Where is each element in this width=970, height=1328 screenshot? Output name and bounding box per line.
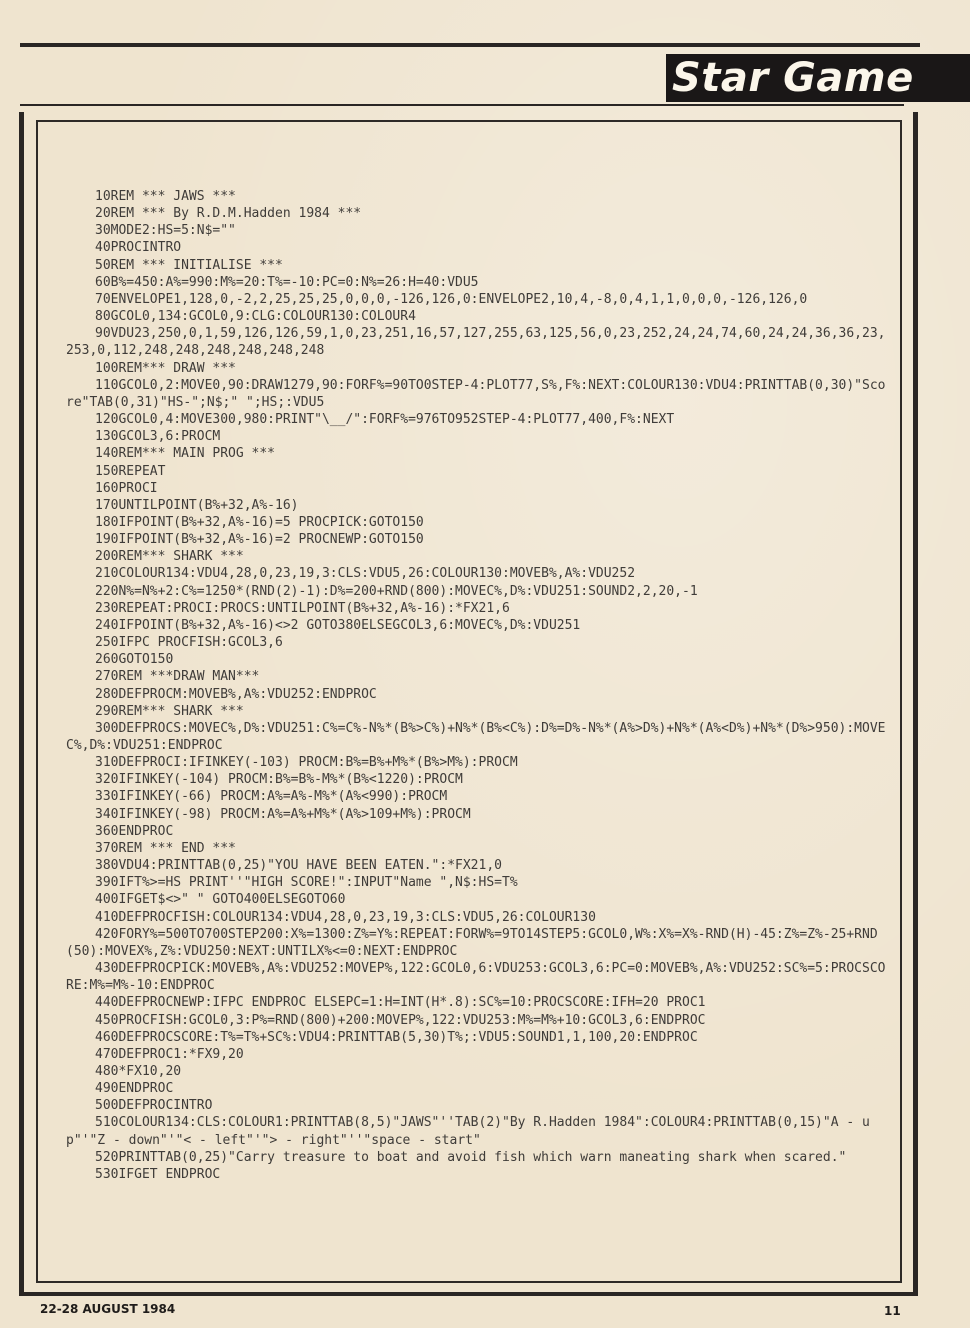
program-line: 170UNTILPOINT(B%+32,A%-16)	[95, 497, 299, 513]
program-line: 510COLOUR134:CLS:COLOUR1:PRINTTAB(8,5)"JAWS"''TAB(2)"By R.Hadden 1984":COLOUR4:PRINTTAB(0,15)"A - up"'"Z - down"'"< - left"'"> - right"''"space - start"	[66, 1115, 870, 1148]
program-line: 440DEFPROCNEWP:IFPC ENDPROC ELSEPC=1:H=INT(H*.8):SC%=10:PROCSCORE:IFH=20 PROC1	[95, 995, 706, 1011]
program-line: 200REM*** SHARK ***	[95, 549, 244, 565]
program-line: 530IFGET ENDPROC	[95, 1166, 221, 1182]
program-line: 110GCOL0,2:MOVE0,90:DRAW1279,90:FORF%=90TO0STEP-4:PLOT77,S%,F%:NEXT:COLOUR130:VDU4:PRINTTAB(0,30)"Score"TAB(0,31)"HS-";N$;" ";HS;:VDU5	[66, 377, 886, 410]
frame-left-border	[19, 112, 24, 1296]
program-line: 290REM*** SHARK ***	[95, 703, 244, 719]
program-line: 450PROCFISH:GCOL0,3:P%=RND(800)+200:MOVEP%,122:VDU253:M%=M%+10:GCOL3,6:ENDPROC	[95, 1012, 706, 1028]
program-line: 90VDU23,250,0,1,59,126,126,59,1,0,23,251,16,57,127,255,63,125,56,0,23,252,24,24,74,60,24,24,36,36,23,253,0,112,248,248,248,248,248,248	[66, 326, 886, 359]
program-line: 100REM*** DRAW ***	[95, 360, 236, 376]
program-line: 180IFPOINT(B%+32,A%-16)=5 PROCPICK:GOTO150	[95, 514, 424, 530]
program-line: 320IFINKEY(-104) PROCM:B%=B%-M%*(B%<1220):PROCM	[95, 772, 463, 788]
issue-date: 22-28 AUGUST 1984	[40, 1302, 176, 1316]
program-line: 490ENDPROC	[95, 1081, 174, 1097]
program-line: 370REM *** END ***	[95, 840, 236, 856]
program-line: 480*FX10,20	[95, 1063, 182, 1079]
program-line: 130GCOL3,6:PROCM	[95, 429, 221, 445]
frame-bottom-border	[19, 1292, 918, 1296]
program-line: 410DEFPROCFISH:COLOUR134:VDU4,28,0,23,19,3:CLS:VDU5,26:COLOUR130	[95, 909, 596, 925]
program-line: 160PROCI	[95, 480, 158, 496]
program-line: 360ENDPROC	[95, 823, 174, 839]
program-line: 250IFPC PROCFISH:GCOL3,6	[95, 635, 283, 651]
program-line: 30MODE2:HS=5:N$=""	[95, 223, 236, 239]
program-line: 340IFINKEY(-98) PROCM:A%=A%+M%*(A%>109+M%):PROCM	[95, 806, 471, 822]
program-line: 260GOTO150	[95, 652, 174, 668]
program-line: 190IFPOINT(B%+32,A%-16)=2 PROCNEWP:GOTO150	[95, 532, 424, 548]
program-line: 140REM*** MAIN PROG ***	[95, 446, 276, 462]
program-line: 460DEFPROCSCORE:T%=T%+SC%:VDU4:PRINTTAB(5,30)T%;:VDU5:SOUND1,1,100,20:ENDPROC	[95, 1029, 698, 1045]
banner-rule	[20, 104, 904, 106]
program-line: 80GCOL0,134:GCOL0,9:CLG:COLOUR130:COLOUR4	[95, 309, 416, 325]
program-listing	[66, 188, 892, 1183]
program-line: 60B%=450:A%=990:M%=20:T%=-10:PC=0:N%=26:H=40:VDU5	[95, 274, 479, 290]
program-line: 210COLOUR134:VDU4,28,0,23,19,3:CLS:VDU5,26:COLOUR130:MOVEB%,A%:VDU252	[95, 566, 636, 582]
program-line: 280DEFPROCM:MOVEB%,A%:VDU252:ENDPROC	[95, 686, 377, 702]
program-line: 220N%=N%+2:C%=1250*(RND(2)-1):D%=200+RND(800):MOVEC%,D%:VDU251:SOUND2,2,20,-1	[95, 583, 698, 599]
program-line: 310DEFPROCI:IFINKEY(-103) PROCM:B%=B%+M%*(B%>M%):PROCM	[95, 755, 518, 771]
program-line: 50REM *** INITIALISE ***	[95, 257, 283, 273]
program-line: 330IFINKEY(-66) PROCM:A%=A%-M%*(A%<990):PROCM	[95, 789, 448, 805]
frame-right-border	[913, 112, 918, 1296]
program-line: 40PROCINTRO	[95, 240, 182, 256]
program-line: 430DEFPROCPICK:MOVEB%,A%:VDU252:MOVEP%,122:GCOL0,6:VDU253:GCOL3,6:PC=0:MOVEB%,A%:VDU252:SC%=5:PROCSCORE:M%=M%-10:ENDPROC	[66, 961, 886, 994]
program-line: 420FORY%=500TO700STEP200:X%=1300:Z%=Y%:REPEAT:FORW%=9TO14STEP5:GCOL0,W%:X%=X%-RND(H)-45:Z%=Z%-25+RND(50):MOVEX%,Z%:VDU250:NEXT:UNTILX%<=0:NEXT:ENDPROC	[66, 926, 878, 959]
program-line: 70ENVELOPE1,128,0,-2,2,25,25,25,0,0,0,-126,126,0:ENVELOPE2,10,4,-8,0,4,1,1,0,0,0,-126,126,0	[95, 291, 808, 307]
program-line: 500DEFPROCINTRO	[95, 1098, 213, 1114]
program-line: 400IFGET$<>" " GOTO400ELSEGOTO60	[95, 892, 346, 908]
program-line: 120GCOL0,4:MOVE300,980:PRINT"\__/":FORF%=976TO952STEP-4:PLOT77,400,F%:NEXT	[95, 412, 675, 428]
program-line: 520PRINTTAB(0,25)"Carry treasure to boat and avoid fish which warn maneating shark when scared."	[95, 1149, 847, 1165]
program-line: 380VDU4:PRINTTAB(0,25)"YOU HAVE BEEN EATEN.":*FX21,0	[95, 858, 502, 874]
program-line: 390IFT%>=HS PRINT''"HIGH SCORE!":INPUT"Name ",N$:HS=T%	[95, 875, 518, 891]
top-rule	[20, 43, 920, 47]
program-line: 20REM *** By R.D.M.Hadden 1984 ***	[95, 206, 362, 222]
section-banner: Star Game	[666, 54, 970, 102]
program-line: 10REM *** JAWS ***	[95, 189, 236, 204]
program-line: 300DEFPROCS:MOVEC%,D%:VDU251:C%=C%-N%*(B%>C%)+N%*(B%<C%):D%=D%-N%*(A%>D%)+N%*(A%<D%)+N%*(D%>950):MOVEC%,D%:VDU251:ENDPROC	[66, 720, 886, 753]
program-line: 150REPEAT	[95, 463, 166, 479]
page-number: 11	[884, 1304, 901, 1318]
program-line: 240IFPOINT(B%+32,A%-16)<>2 GOTO380ELSEGCOL3,6:MOVEC%,D%:VDU251	[95, 617, 581, 633]
program-line: 270REM ***DRAW MAN***	[95, 669, 260, 685]
program-line: 230REPEAT:PROCI:PROCS:UNTILPOINT(B%+32,A%-16):*FX21,6	[95, 600, 510, 616]
program-line: 470DEFPROC1:*FX9,20	[95, 1046, 244, 1062]
